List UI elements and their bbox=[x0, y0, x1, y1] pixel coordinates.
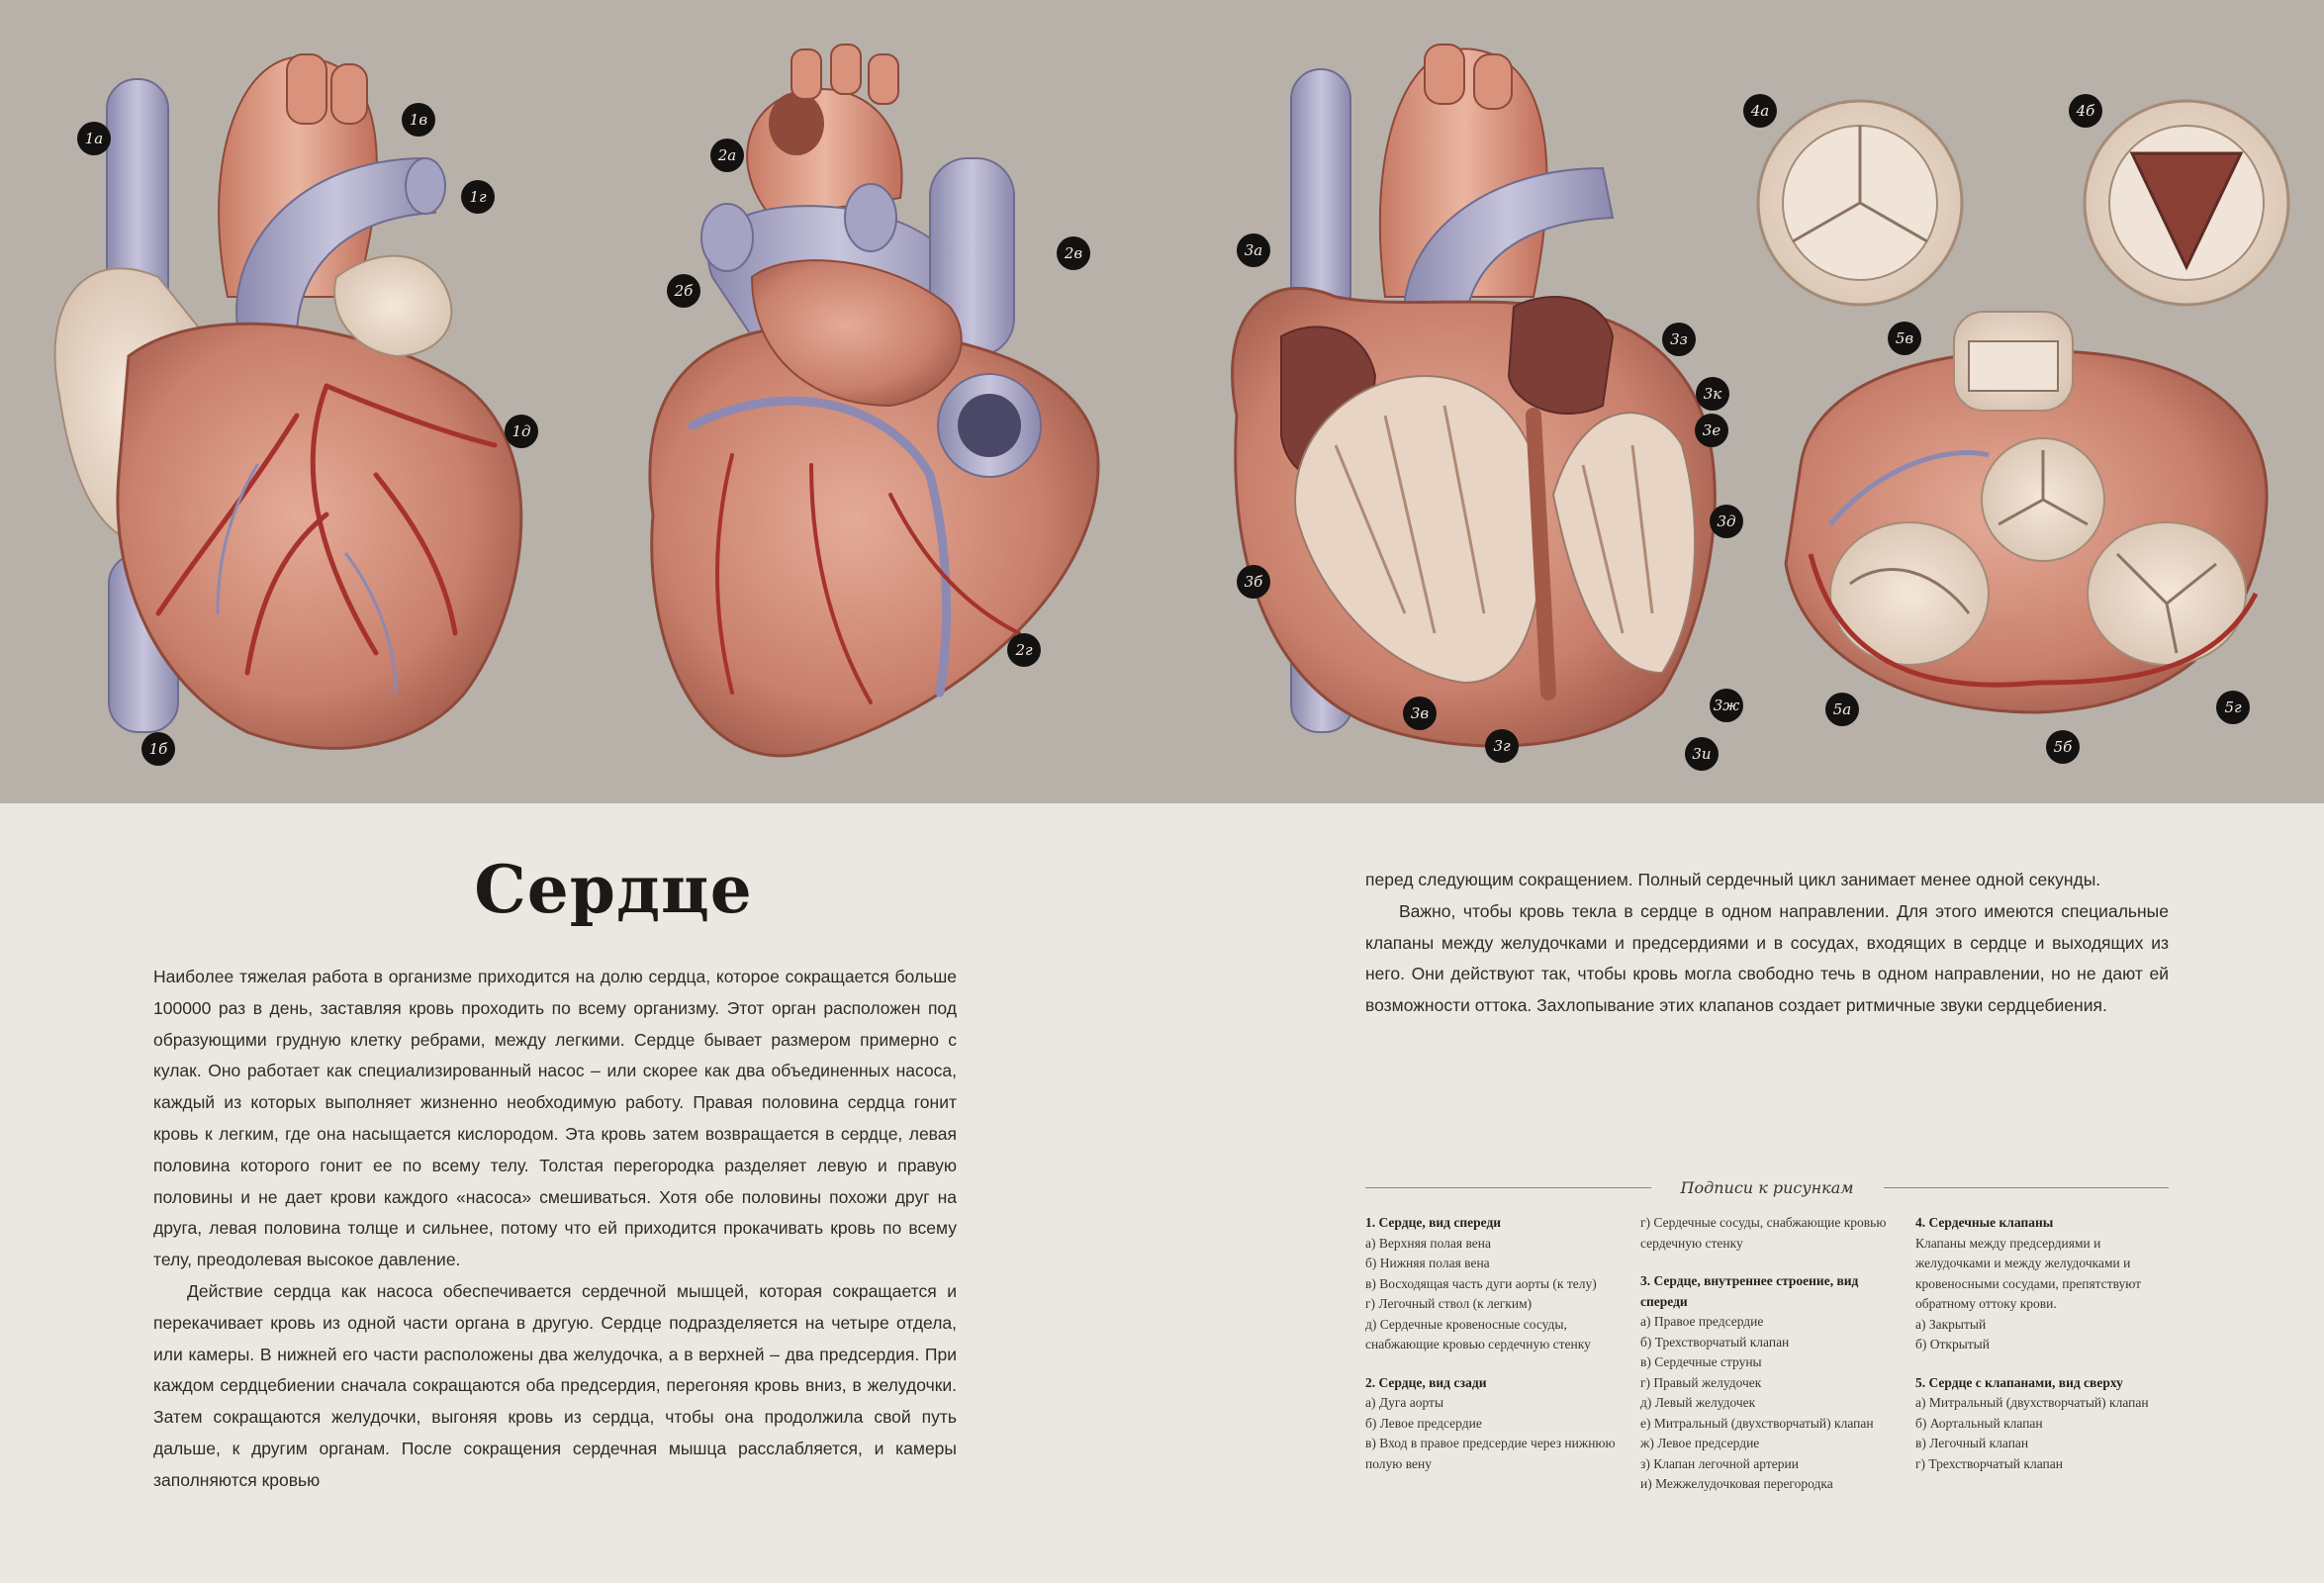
legend-figure-title: 1. Сердце, вид спереди bbox=[1365, 1215, 1502, 1230]
figure-marker: 3ж bbox=[1710, 689, 1743, 722]
legend-item: а) Митральный (двухстворчатый) клапан bbox=[1915, 1395, 2149, 1410]
divider bbox=[1365, 1187, 1651, 1188]
paragraph: Действие сердца как насоса обеспечивается сердечной мышцей, которая сокращается и перекачивает кровь из одной части органа в другую. Сердце подразделяется на четыре отдела, или камеры. В нижней его части расположены два желудочка, а в верхней – два предсердия. При каждом сердцебиении сначала сокращаются оба предсердия, перегоняя кровь вниз, в желудочки. Затем сокращаются желудочки, выгоняя кровь из сердца, чтобы она продолжила свой путь дальше, к другим органам. После сокращения сердечная мышца расслабляется, и камеры заполняются кровью bbox=[153, 1280, 957, 1490]
figure-marker: 3и bbox=[1685, 737, 1719, 771]
legend-figure-title: 2. Сердце, вид сзади bbox=[1365, 1374, 1487, 1390]
figure-marker: 2г bbox=[1007, 633, 1041, 667]
legend-item: б) Трехстворчатый клапан bbox=[1640, 1334, 1790, 1350]
legend-item: в) Сердечные струны bbox=[1640, 1354, 1762, 1369]
legend-item: д) Левый желудочек bbox=[1640, 1395, 1756, 1410]
figure-marker: 1д bbox=[505, 415, 538, 448]
figure-marker: 5б bbox=[2046, 730, 2080, 764]
body-text-left bbox=[153, 962, 957, 1497]
legend-item: г) Легочный ствол (к легким) bbox=[1365, 1296, 1533, 1311]
legend-item: а) Верхняя полая вена bbox=[1365, 1235, 1491, 1251]
legend-item: а) Правое предсердие bbox=[1640, 1314, 1764, 1329]
figure-marker: 2а bbox=[710, 139, 744, 172]
page-title: Сердце bbox=[474, 851, 753, 928]
figure-marker: 1б bbox=[141, 732, 175, 766]
legend-heading bbox=[1365, 1172, 2169, 1202]
heart-top-view bbox=[1786, 312, 2267, 712]
legend-item: б) Открытый bbox=[1915, 1337, 1990, 1351]
figure-marker: 2б bbox=[667, 274, 700, 308]
figure-marker: 4б bbox=[2069, 94, 2102, 128]
legend-item: г) Правый желудочек bbox=[1640, 1374, 1762, 1390]
legend-item: в) Восходящая часть дуги аорты (к телу) bbox=[1365, 1275, 1597, 1291]
legend-column bbox=[1915, 1213, 2171, 1474]
legend-item: з) Клапан легочной артерии bbox=[1640, 1455, 1799, 1471]
legend-item: д) Сердечные кровеносные сосуды, снабжающие кровью сердечную стенку bbox=[1365, 1316, 1591, 1351]
legend-item: б) Аортальный клапан bbox=[1915, 1415, 2043, 1431]
figure-marker: 5г bbox=[2216, 691, 2250, 724]
legend-figure-title: 5. Сердце с клапанами, вид сверху bbox=[1915, 1374, 2123, 1390]
figure-marker: 1г bbox=[461, 180, 495, 214]
figure-marker: 3г bbox=[1485, 729, 1519, 763]
legend-item: ж) Левое предсердие bbox=[1640, 1436, 1760, 1450]
legend-item: Клапаны между предсердиями и желудочками и между желудочками и кровеносными сосудами, препятствуют обратному оттоку крови. bbox=[1915, 1235, 2142, 1311]
figure-marker: 3б bbox=[1237, 565, 1270, 599]
legend-item: г) Сердечные сосуды, снабжающие кровью сердечную стенку bbox=[1640, 1215, 1887, 1251]
legend-column bbox=[1640, 1213, 1896, 1495]
legend-figure-title: 3. Сердце, внутреннее строение, вид спереди bbox=[1640, 1273, 1859, 1309]
figure-marker: 1в bbox=[402, 103, 435, 137]
legend-item: е) Митральный (двухстворчатый) клапан bbox=[1640, 1415, 1874, 1431]
spacer bbox=[1365, 1355, 1621, 1373]
figure-marker: 3д bbox=[1710, 505, 1743, 538]
legend-figure-title: 4. Сердечные клапаны bbox=[1915, 1215, 2054, 1230]
legend-item: б) Нижняя полая вена bbox=[1365, 1256, 1490, 1270]
body-text-right bbox=[1365, 865, 2169, 1022]
legend-item: г) Трехстворчатый клапан bbox=[1915, 1455, 2063, 1471]
figure-marker: 2в bbox=[1057, 236, 1090, 270]
figure-marker: 3а bbox=[1237, 233, 1270, 267]
paragraph: Важно, чтобы кровь текла в сердце в одном направлении. Для этого имеются специальные клапаны между желудочками и предсердиями и в сосудах, входящих в сердце и выходящих из него. Они действуют так, чтобы кровь могла свободно течь в одном направлении, но не дают ей возможности оттока. Захлопывание этих клапанов создает ритмичные звуки сердцебиения. bbox=[1365, 900, 2169, 1016]
legend-item: и) Межжелудочковая перегородка bbox=[1640, 1476, 1833, 1491]
legend-item: б) Левое предсердие bbox=[1365, 1415, 1482, 1431]
legend-item: в) Легочный клапан bbox=[1915, 1436, 2029, 1450]
legend-column bbox=[1365, 1213, 1621, 1474]
figure-marker: 1а bbox=[77, 122, 111, 155]
figure-marker: 3к bbox=[1696, 377, 1729, 411]
legend-item: а) Дуга аорты bbox=[1365, 1395, 1444, 1410]
heart-valves bbox=[1758, 101, 2288, 305]
legend-title: Подписи к рисункам bbox=[1680, 1177, 1854, 1197]
legend-item: а) Закрытый bbox=[1915, 1316, 1987, 1332]
figure-marker: 5в bbox=[1888, 322, 1921, 355]
heart-front-view bbox=[55, 54, 521, 748]
figure-marker: 4а bbox=[1743, 94, 1777, 128]
paragraph: перед следующим сокращением. Полный сердечный цикл занимает менее одной секунды. bbox=[1365, 870, 2101, 889]
figure-marker: 3в bbox=[1403, 697, 1437, 730]
figure-marker: 3з bbox=[1662, 323, 1696, 356]
divider bbox=[1884, 1187, 2170, 1188]
spacer bbox=[1915, 1355, 2171, 1373]
legend-item: в) Вход в правое предсердие через нижнюю полую вену bbox=[1365, 1436, 1616, 1471]
figure-marker: 5а bbox=[1825, 693, 1859, 726]
spacer bbox=[1640, 1254, 1896, 1271]
heart-internal-view bbox=[1233, 45, 1716, 746]
figure-marker: 3е bbox=[1695, 414, 1728, 447]
paragraph: Наиболее тяжелая работа в организме приходится на долю сердца, которое сокращается больше 100000 раз в день, заставляя кровь проходить по всему организму. Этот орган расположен под образующими грудную клетку ребрами, между легкими. Сердце бывает размером примерно с кулак. Оно работает как специализированный насос – или скорее как два объединенных насоса, каждый из которых выполняет жизненно необходимую работу. Правая половина сердца гонит кровь к легким, где она насыщается кислородом. Эта кровь затем возвращается в сердце, левая половина которого гонит ее по всему телу. Толстая перегородка разделяет левую и правую половины и не дает крови каждого «насоса» смешиваться. Хотя обе половины похожи друг на друга, левая половина толще и сильнее, потому что ей приходится прокачивать кровь по всему телу, преодолевая высокое давление. bbox=[153, 967, 957, 1270]
